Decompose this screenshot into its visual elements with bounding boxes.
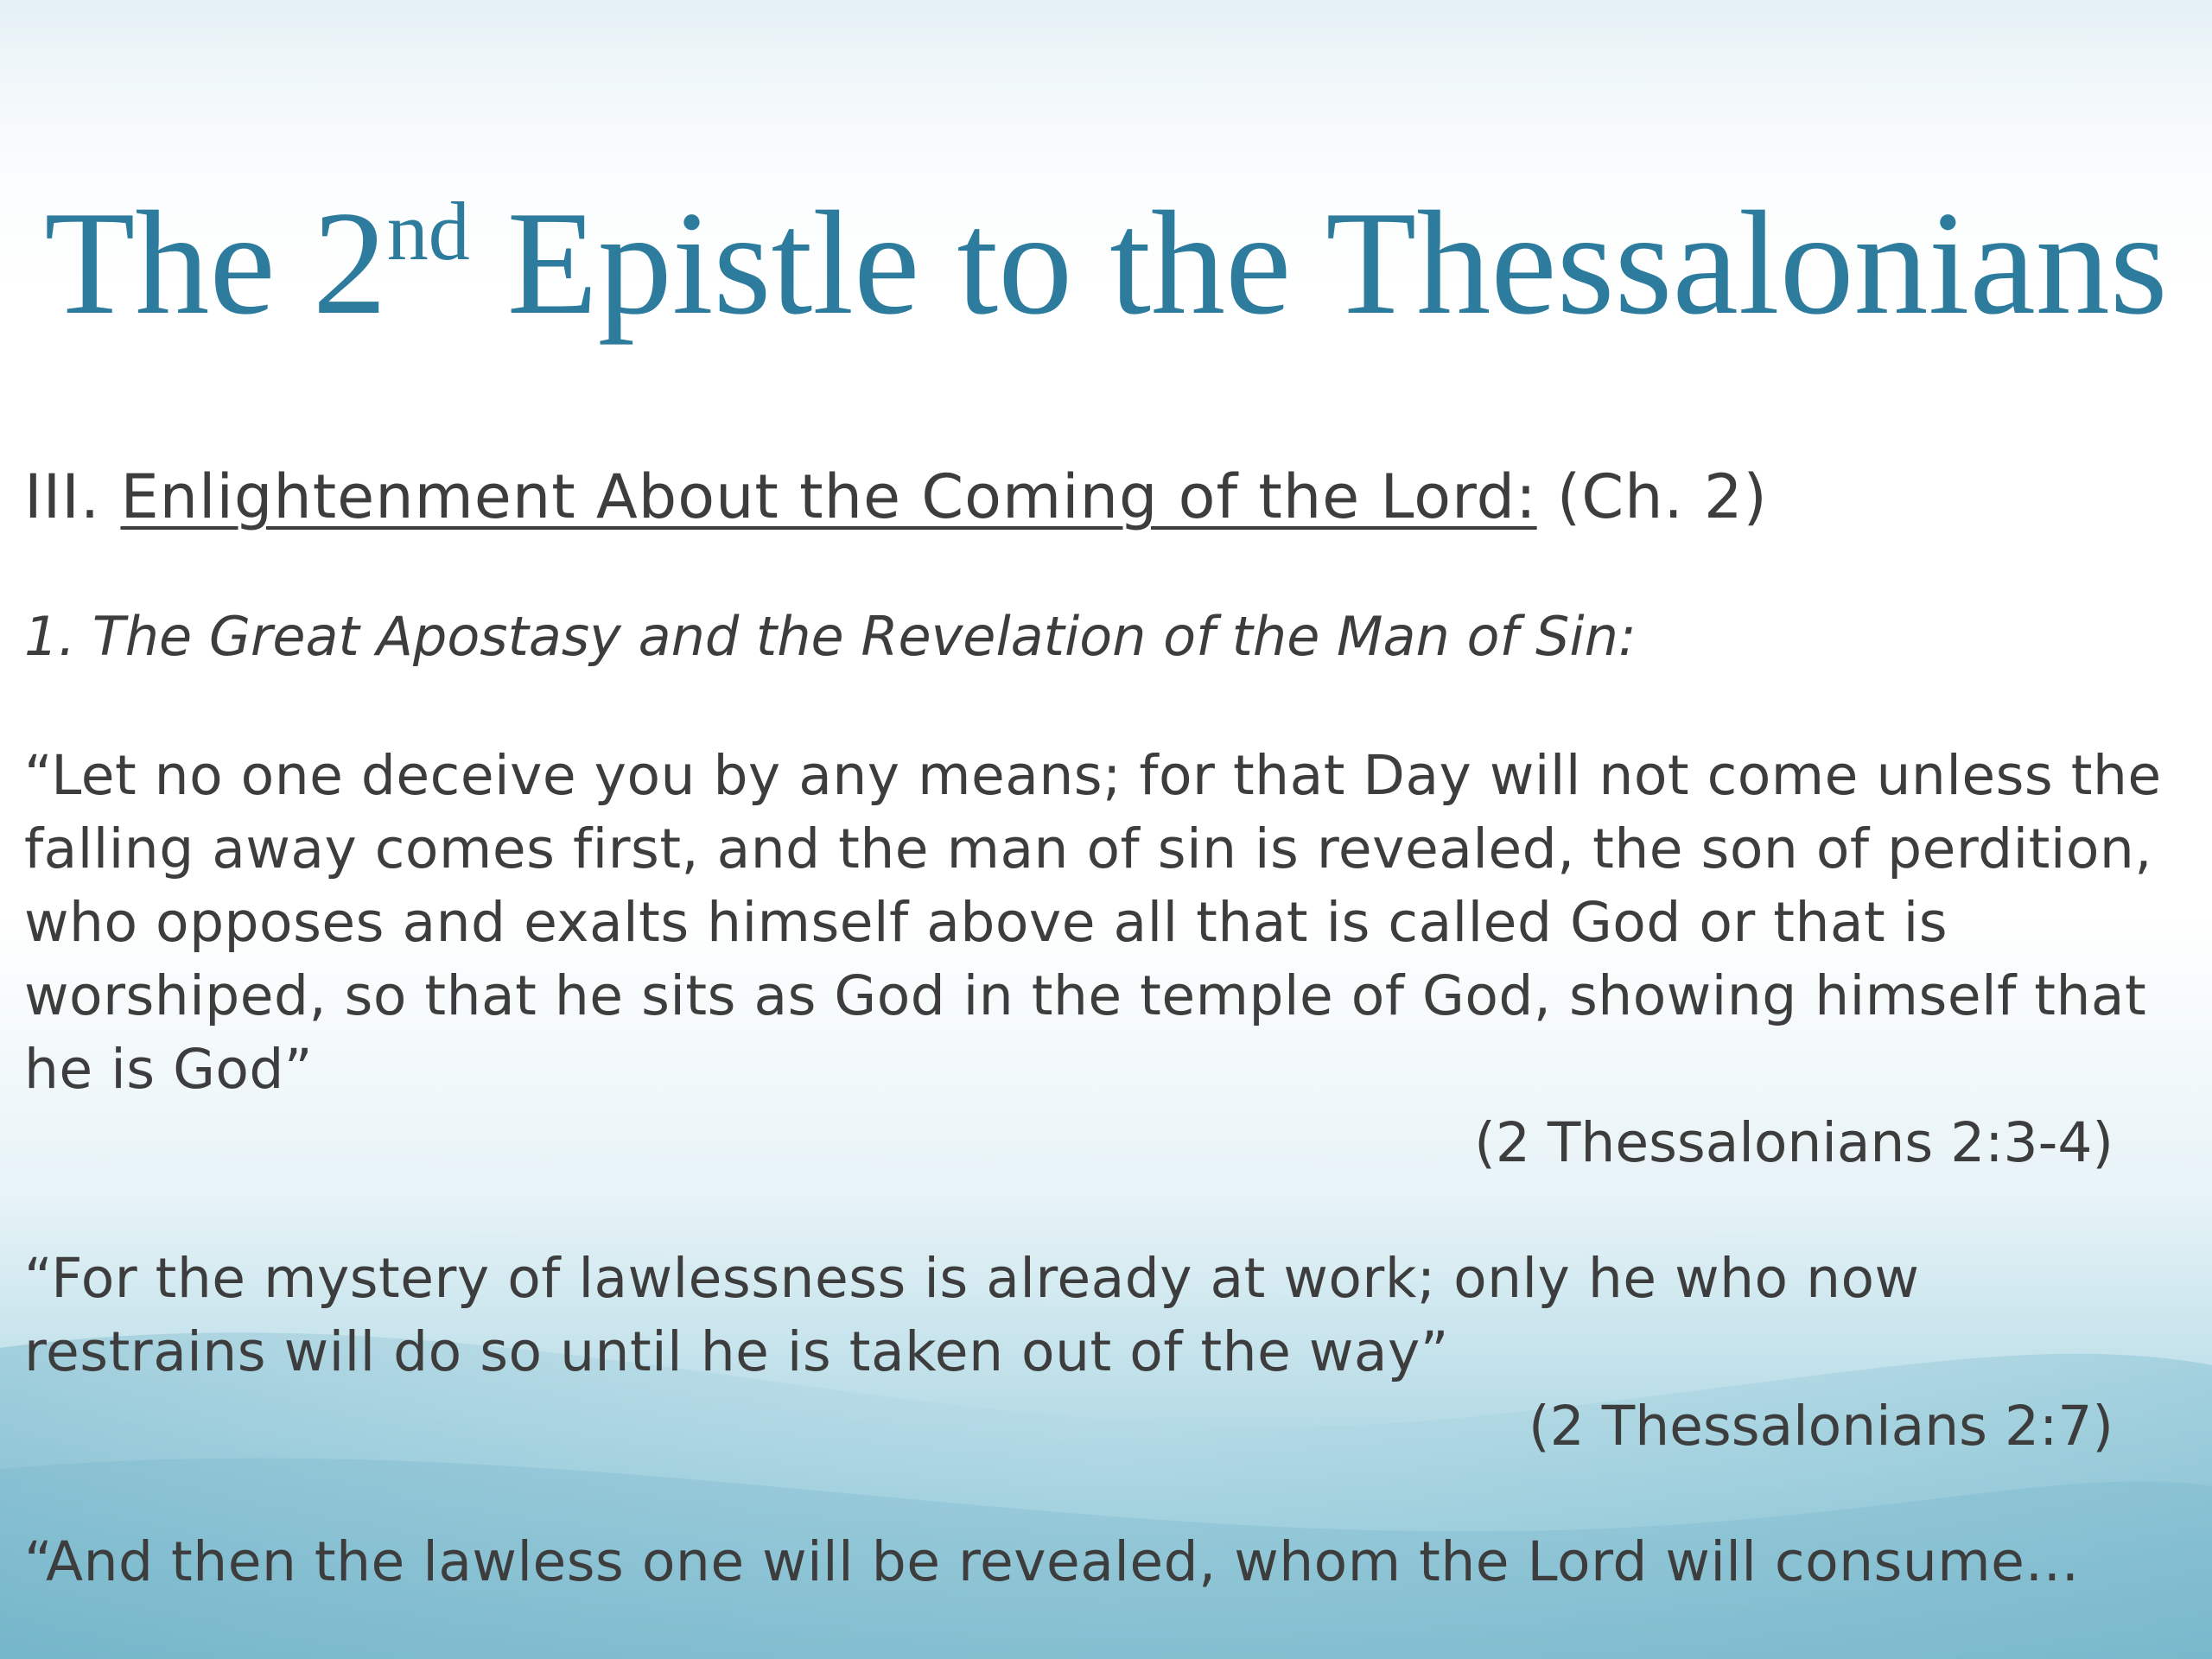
scripture-quote-1: “Let no one deceive you by any means; for that Day will not come unless the falling away comes first, and the man of sin is revealed, the son of perdition, who opposes and exalts himself above all that is called God or that is worshiped, so that he sits as God in the temple of God, showing himself that he is God” — [24, 744, 2162, 1101]
slide-title — [0, 177, 2212, 350]
scripture-reference-1: (2 Thessalonians 2:3-4) — [1474, 1111, 2113, 1174]
section-heading-text: Enlightenment About the Coming of the Lord: — [120, 461, 1537, 532]
subpoint-heading: 1. The Great Apostasy and the Revelation of the Man of Sin: — [24, 605, 1637, 668]
title-superscript: nd — [386, 185, 470, 277]
title-suffix: Epistle to the Thessalonians — [469, 181, 2168, 346]
title-prefix: The 2 — [44, 181, 387, 346]
section-number: III. — [24, 461, 121, 532]
scripture-quote-3: “And then the lawless one will be revealed, whom the Lord will consume… — [24, 1530, 2080, 1593]
scripture-quote-2: “For the mystery of lawlessness is already at work; only he who now restrains will do so until he is taken out of the way” — [24, 1247, 1920, 1383]
section-chapter: (Ch. 2) — [1536, 461, 1768, 532]
section-heading — [24, 458, 1768, 536]
scripture-reference-2: (2 Thessalonians 2:7) — [1529, 1395, 2113, 1458]
